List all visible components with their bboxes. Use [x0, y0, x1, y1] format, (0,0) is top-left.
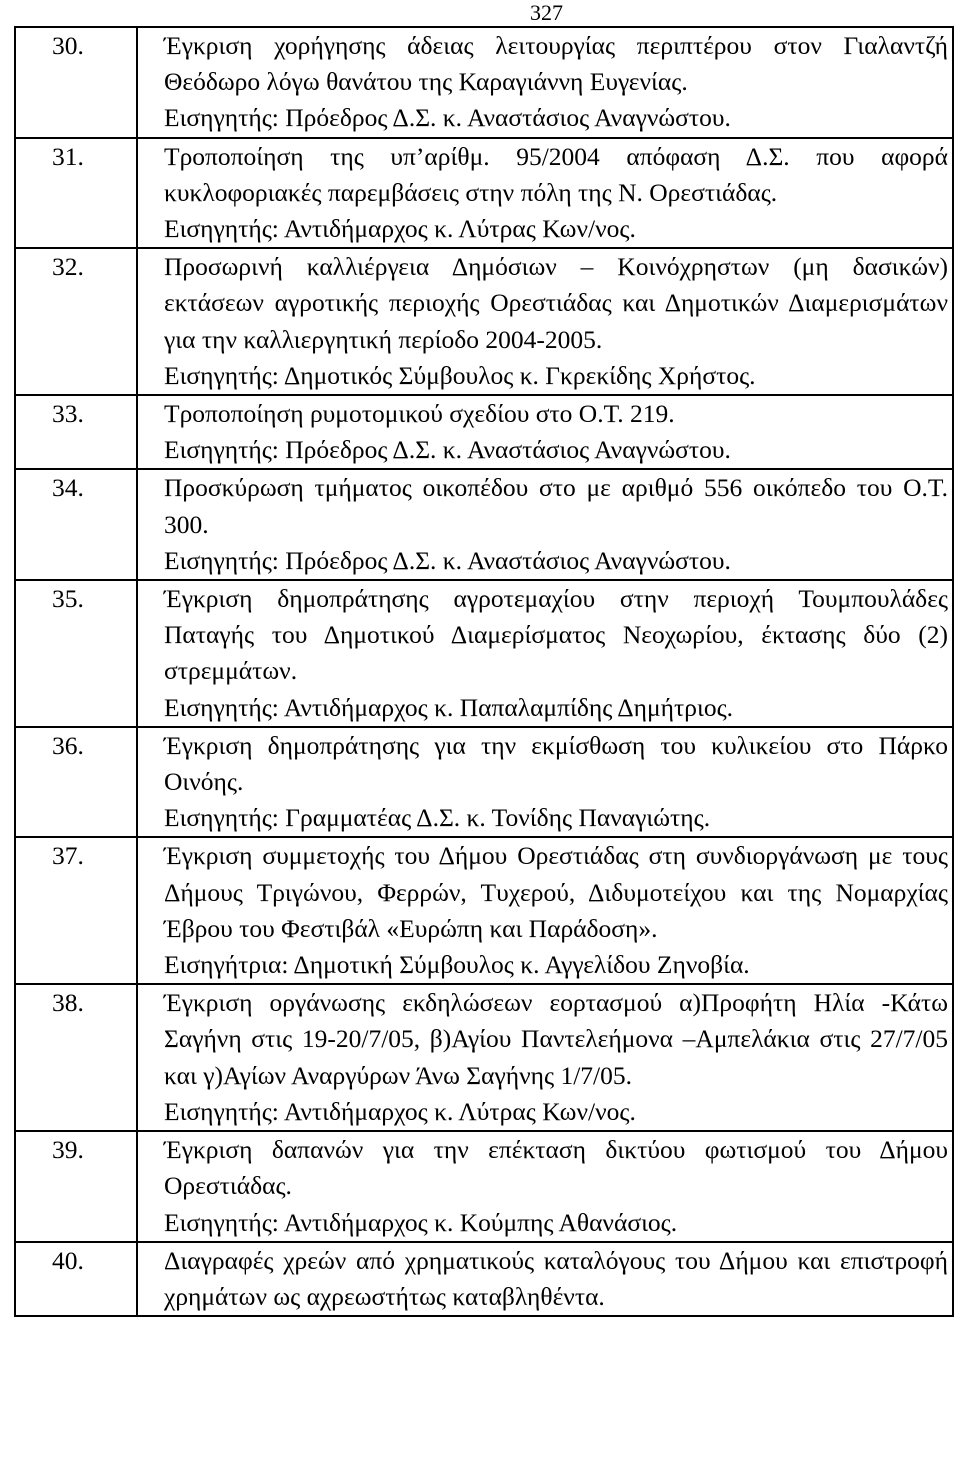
item-number: 34.: [15, 469, 137, 580]
item-description: Έγκριση συμμετοχής του Δήμου Ορεστιάδας στη συνδιοργάνωση με τους Δήμους Τριγώνου, Φερρών, Τυχερού, Διδυμοτείχου και της Νομαρχίας Έβρου του Φεστιβάλ «Ευρώπη και Παράδοση».: [164, 841, 948, 943]
agenda-row: [15, 580, 953, 727]
item-body: [137, 138, 953, 249]
item-description: Έγκριση δαπανών για την επέκταση δικτύου φωτισμού του Δήμου Ορεστιάδας.: [164, 1135, 948, 1201]
agenda-row: [15, 1131, 953, 1242]
agenda-row: [15, 727, 953, 838]
item-number: 35.: [15, 580, 137, 727]
agenda-row: [15, 1242, 953, 1316]
item-description: Έγκριση δημοπράτησης αγροτεμαχίου στην περιοχή Τουμπουλάδες Παταγής του Δημοτικού Διαμερίσματος Νεοχωρίου, έκτασης δύο (2) στρεμμάτων.: [164, 584, 948, 686]
agenda-row: [15, 984, 953, 1131]
item-number: 31.: [15, 138, 137, 249]
item-rapporteur: Εισηγητής: Γραμματέας Δ.Σ. κ. Τονίδης Παναγιώτης.: [164, 803, 711, 833]
item-rapporteur: Εισηγητής: Αντιδήμαρχος κ. Λύτρας Κων/νος.: [164, 1096, 636, 1126]
item-body: [137, 248, 953, 395]
item-body: [137, 1242, 953, 1316]
item-number: 33.: [15, 395, 137, 469]
item-rapporteur: Εισηγητής: Πρόεδρος Δ.Σ. κ. Αναστάσιος Αναγνώστου.: [164, 545, 731, 575]
agenda-body: [15, 27, 953, 1316]
item-number: 37.: [15, 837, 137, 984]
item-description: Έγκριση χορήγησης άδειας λειτουργίας περιπτέρου στον Γιαλαντζή Θεόδωρο λόγω θανάτου της Καραγιάννη Ευγενίας.: [164, 31, 948, 97]
item-rapporteur: Εισηγητής: Πρόεδρος Δ.Σ. κ. Αναστάσιος Αναγνώστου.: [164, 103, 731, 133]
item-description: Τροποποίηση ρυμοτομικού σχεδίου στο Ο.Τ. 219.: [164, 399, 675, 429]
agenda-row: [15, 469, 953, 580]
item-body: [137, 395, 953, 469]
agenda-row: [15, 395, 953, 469]
item-rapporteur: Εισηγητής: Δημοτικός Σύμβουλος κ. Γκρεκίδης Χρήστος.: [164, 360, 756, 390]
item-description: Διαγραφές χρεών από χρηματικούς καταλόγους του Δήμου και επιστροφή χρημάτων ως αχρεωστήτως καταβληθέντα.: [164, 1245, 948, 1311]
agenda-row: [15, 248, 953, 395]
item-description: Προσκύρωση τμήματος οικοπέδου στο με αριθμό 556 οικόπεδο του Ο.Τ. 300.: [164, 473, 948, 539]
agenda-row: [15, 837, 953, 984]
item-number: 32.: [15, 248, 137, 395]
item-body: [137, 469, 953, 580]
item-rapporteur: Εισηγητής: Πρόεδρος Δ.Σ. κ. Αναστάσιος Αναγνώστου.: [164, 435, 731, 465]
item-body: [137, 1131, 953, 1242]
item-rapporteur: Εισηγητής: Αντιδήμαρχος κ. Παπαλαμπίδης Δημήτριος.: [164, 692, 734, 722]
item-number: 39.: [15, 1131, 137, 1242]
item-body: [137, 27, 953, 138]
item-rapporteur: Εισηγητής: Αντιδήμαρχος κ. Κούμπης Αθανάσιος.: [164, 1207, 678, 1237]
agenda-row: [15, 27, 953, 138]
item-number: 30.: [15, 27, 137, 138]
item-description: Προσωρινή καλλιέργεια Δημόσιων – Κοινόχρηστων (μη δασικών) εκτάσεων αγροτικής περιοχής Ορεστιάδας και Δημοτικών Διαμερισμάτων για την καλλιεργητική περίοδο 2004-2005.: [164, 252, 948, 354]
item-rapporteur: Εισηγήτρια: Δημοτική Σύμβουλος κ. Αγγελίδου Ζηνοβία.: [164, 950, 750, 980]
item-body: [137, 837, 953, 984]
agenda-table: [14, 26, 954, 1317]
page-number: 327: [530, 0, 563, 25]
item-number: 40.: [15, 1242, 137, 1316]
item-body: [137, 727, 953, 838]
item-body: [137, 580, 953, 727]
item-number: 38.: [15, 984, 137, 1131]
item-description: Έγκριση οργάνωσης εκδηλώσεων εορτασμού α)Προφήτη Ηλία -Κάτω Σαγήνη στις 19-20/7/05, β)Αγίου Παντελεήμονα –Αμπελάκια στις 27/7/05 και γ)Αγίων Αναργύρων Άνω Σαγήνης 1/7/05.: [164, 988, 948, 1090]
item-description: Τροποποίηση της υπ’αρίθμ. 95/2004 απόφαση Δ.Σ. που αφορά κυκλοφοριακές παρεμβάσεις στην πόλη της Ν. Ορεστιάδας.: [164, 141, 948, 207]
item-rapporteur: Εισηγητής: Αντιδήμαρχος κ. Λύτρας Κων/νος.: [164, 214, 636, 244]
item-description: Έγκριση δημοπράτησης για την εκμίσθωση του κυλικείου στο Πάρκο Οινόης.: [164, 730, 948, 797]
agenda-row: [15, 138, 953, 249]
item-body: [137, 984, 953, 1131]
item-number: 36.: [15, 727, 137, 838]
